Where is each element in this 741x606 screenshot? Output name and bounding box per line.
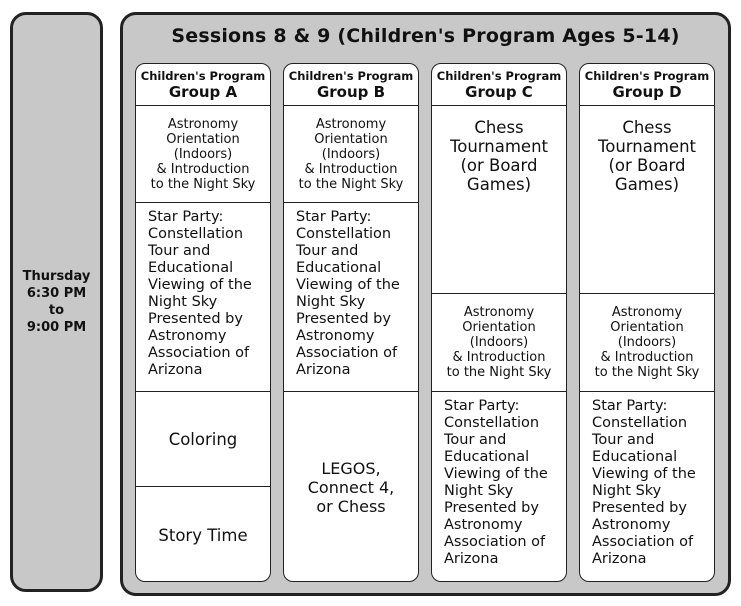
schedule-cell: Astronomy Orientation (Indoors) & Introduction to the Night Sky bbox=[150, 116, 256, 192]
program-label: Children's Program bbox=[584, 68, 710, 83]
program-label: Children's Program bbox=[436, 68, 562, 83]
program-label: Children's Program bbox=[288, 68, 414, 83]
schedule-cell: LEGOS, Connect 4, or Chess bbox=[284, 391, 418, 582]
schedule-cell: Astronomy Orientation (Indoors) & Introduction to the Night Sky bbox=[298, 116, 404, 192]
group-label: Group A bbox=[168, 82, 238, 101]
group-a-column bbox=[135, 63, 271, 582]
day-time-label bbox=[23, 268, 91, 336]
schedule-cell: Astronomy Orientation (Indoors) & Introduction to the Night Sky bbox=[580, 293, 714, 391]
schedule-cell: Star Party: Constellation Tour and Educational Viewing of the Night Sky Presented by Astronomy Association of Arizona bbox=[284, 202, 418, 391]
sessions-panel bbox=[120, 12, 731, 596]
schedule-cell: Astronomy Orientation (Indoors) & Introduction to the Night Sky bbox=[432, 293, 566, 391]
group-d-header bbox=[580, 64, 714, 106]
day-label: Thursday bbox=[22, 269, 91, 284]
schedule-cell: Coloring bbox=[136, 391, 270, 486]
schedule-cell: Star Party: Constellation Tour and Educational Viewing of the Night Sky Presented by Astronomy Association of Arizona bbox=[136, 202, 270, 391]
group-label: Group B bbox=[316, 82, 386, 101]
schedule-cell: Star Party: Constellation Tour and Educational Viewing of the Night Sky Presented by Astronomy Association of Arizona bbox=[432, 391, 566, 582]
group-d-column bbox=[579, 63, 715, 582]
schedule-cell: Chess Tournament (or Board Games) bbox=[597, 118, 697, 194]
day-time-panel bbox=[10, 12, 103, 592]
group-c-column bbox=[431, 63, 567, 582]
group-a-header bbox=[136, 64, 270, 106]
group-c-header bbox=[432, 64, 566, 106]
group-label: Group C bbox=[465, 82, 533, 101]
end-time: 9:00 PM bbox=[26, 320, 87, 335]
program-label: Children's Program bbox=[140, 68, 266, 83]
time-separator: to bbox=[48, 303, 65, 318]
group-b-header bbox=[284, 64, 418, 106]
group-label: Group D bbox=[612, 82, 682, 101]
group-b-column bbox=[283, 63, 419, 582]
schedule-cell: Star Party: Constellation Tour and Educational Viewing of the Night Sky Presented by Astronomy Association of Arizona bbox=[580, 391, 714, 582]
schedule-cell: Story Time bbox=[136, 486, 270, 582]
sessions-title: Sessions 8 & 9 (Children's Program Ages 5-14) bbox=[171, 25, 680, 47]
schedule-cell: Chess Tournament (or Board Games) bbox=[449, 118, 549, 194]
start-time: 6:30 PM bbox=[26, 286, 87, 301]
